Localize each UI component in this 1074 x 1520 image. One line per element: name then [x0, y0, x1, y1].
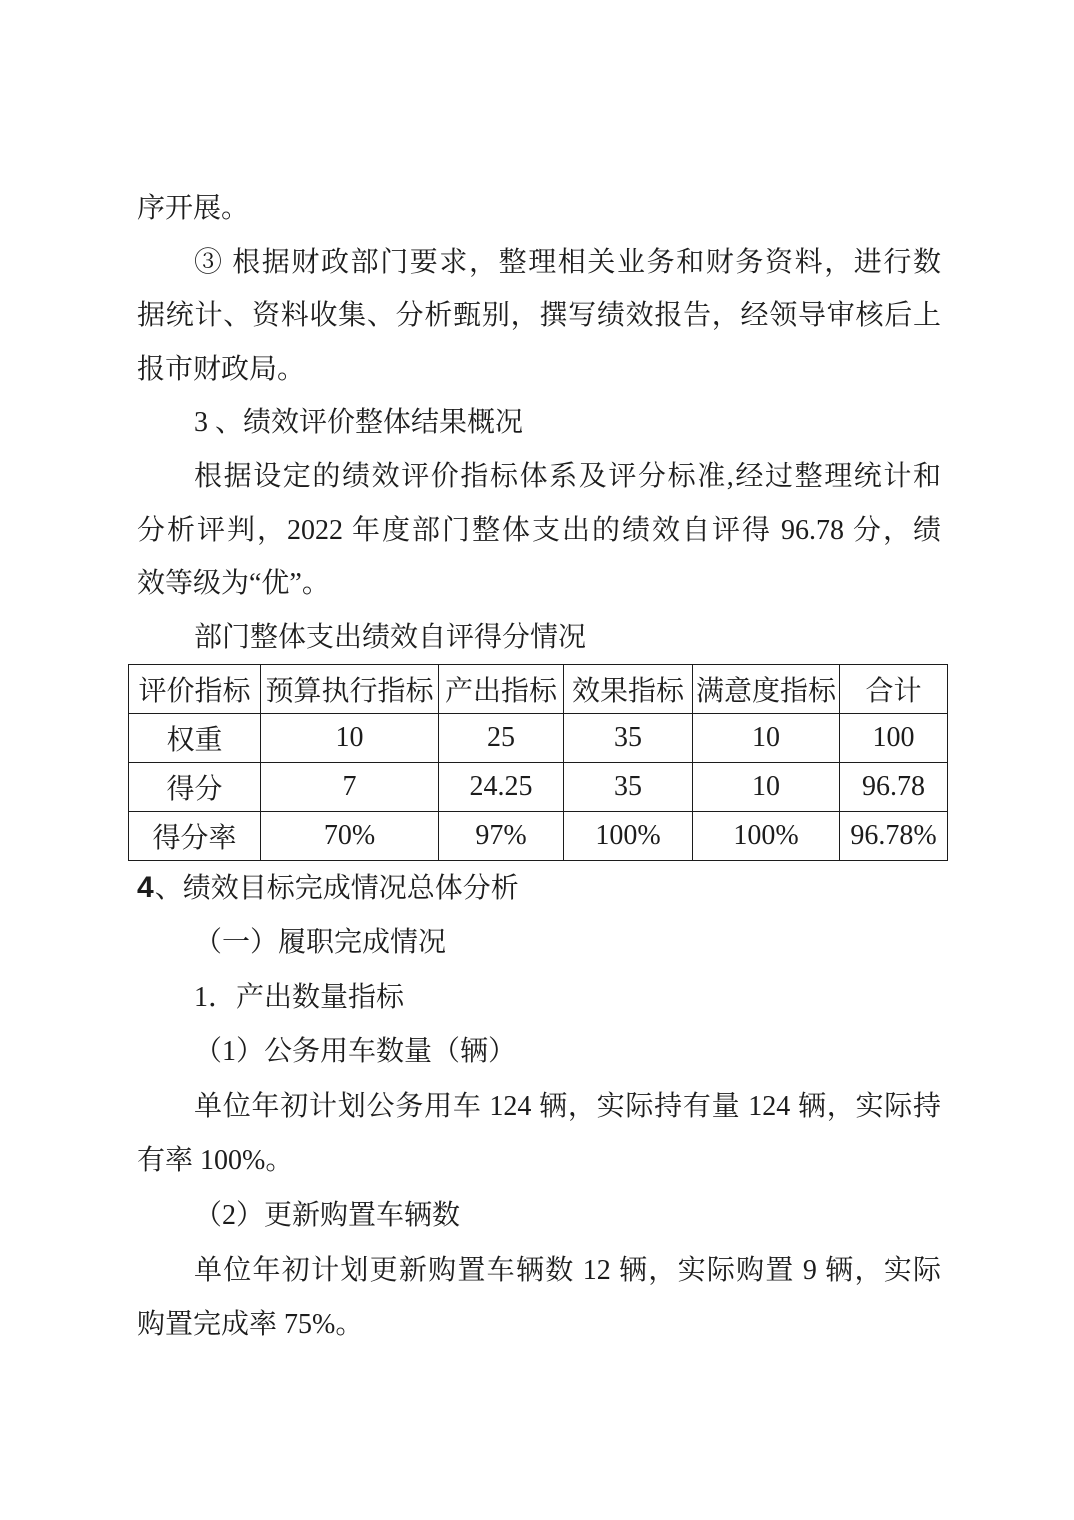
table-header-cell: 产出指标: [439, 665, 564, 714]
table-cell: 35: [564, 714, 693, 763]
paragraph-line: 报市财政局。: [137, 353, 306, 385]
paragraph-line: 单位年初计划公务用车 124 辆，实际持有量 124 辆，实际持: [194, 1090, 941, 1122]
row-label-cell: 权重: [129, 714, 261, 763]
table-cell: 7: [261, 763, 439, 812]
table-header-row: [129, 665, 948, 714]
section-number: 4: [137, 871, 155, 905]
table-cell: 100: [840, 714, 948, 763]
paragraph-line: 单位年初计划更新购置车辆数 12 辆，实际购置 9 辆，实际: [194, 1254, 941, 1286]
section-heading-3: 3 、绩效评价整体结果概况: [194, 407, 524, 439]
sub-heading: （一）履职完成情况: [194, 926, 447, 958]
table-row-score-rate: [129, 812, 948, 861]
table-cell: 96.78%: [840, 812, 948, 861]
paragraph-line: 分析评判，2022 年度部门整体支出的绩效自评得 96.78 分，绩: [137, 514, 941, 546]
content-bottom: [137, 861, 941, 1352]
table-cell: 70%: [261, 812, 439, 861]
sub-heading: （1）公务用车数量（辆）: [194, 1036, 517, 1068]
table-row-weight: [129, 714, 948, 763]
table-header-cell: 满意度指标: [693, 665, 840, 714]
table-header-cell: 效果指标: [564, 665, 693, 714]
table-cell: 100%: [564, 812, 693, 861]
sub-heading: 1．产出数量指标: [194, 981, 405, 1013]
table-cell: 10: [693, 714, 840, 763]
row-label-cell: 得分: [129, 763, 261, 812]
section-title: 、绩效目标完成情况总体分析: [154, 873, 519, 905]
sub-heading: （2）更新购置车辆数: [194, 1199, 461, 1231]
table-cell: 35: [564, 763, 693, 812]
table-cell: 10: [261, 714, 439, 763]
paragraph-line: ③ 根据财政部门要求，整理相关业务和财务资料，进行数: [194, 246, 941, 278]
table-header-cell: 评价指标: [129, 665, 261, 714]
content-top: [137, 182, 941, 664]
table-caption: 部门整体支出绩效自评得分情况: [194, 621, 587, 653]
table-cell: 24.25: [439, 763, 564, 812]
table-row-score: [129, 763, 948, 812]
paragraph-line: 有率 100%。: [137, 1145, 294, 1177]
paragraph-line: 序开展。: [137, 193, 250, 224]
table-cell: 96.78: [840, 763, 948, 812]
paragraph-line: 根据设定的绩效评价指标体系及评分标准,经过整理统计和: [194, 460, 941, 492]
score-table: [128, 664, 948, 861]
table-cell: 97%: [439, 812, 564, 861]
paragraph-line: 据统计、资料收集、分析甄别，撰写绩效报告，经领导审核后上: [137, 300, 941, 332]
table-header-cell: 合计: [840, 665, 948, 714]
row-label-cell: 得分率: [129, 812, 261, 861]
table-cell: 10: [693, 763, 840, 812]
paragraph-line: 购置完成率 75%。: [137, 1309, 364, 1341]
section-heading-4: [137, 861, 941, 916]
table-cell: 100%: [693, 812, 840, 861]
paragraph-line: 效等级为“优”。: [137, 568, 330, 600]
table-cell: 25: [439, 714, 564, 763]
table-header-cell: 预算执行指标: [261, 665, 439, 714]
